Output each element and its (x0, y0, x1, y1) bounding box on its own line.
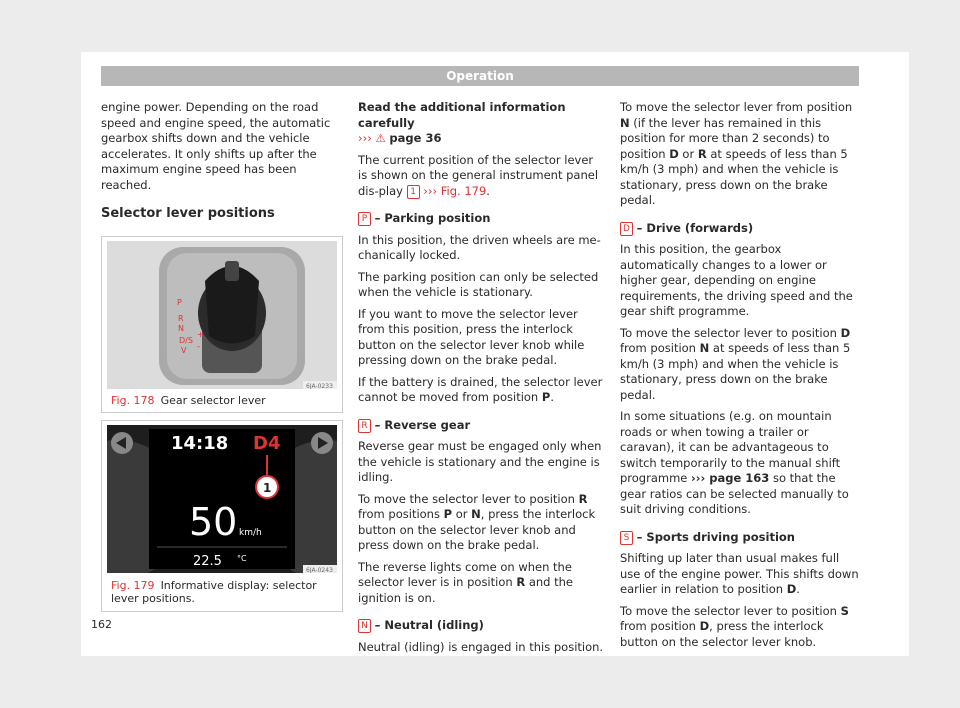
figure-label: Fig. 178 (111, 394, 155, 407)
read-info-title: Read the additional information carefully (358, 100, 566, 130)
paragraph: In this position, the gearbox automatically changes to a lower or higher gear, depending on engine requirements, the driving speed and the gear shift programme. (620, 242, 853, 318)
figure-caption-text: Gear selector lever (160, 394, 266, 407)
gear-letter-r: R (178, 314, 184, 323)
page-header: Operation (101, 66, 859, 86)
paragraph (358, 375, 604, 406)
position-badge: R (358, 419, 371, 433)
text: P (443, 507, 453, 521)
text: at speeds of less than 5 km/h (3 mph) and when the vehicle is stationary, press down on the brake pedal. (620, 146, 848, 207)
warning-book-icon: ⚠ (375, 131, 386, 145)
text: P (541, 390, 551, 404)
section-title: Selector lever positions (101, 206, 275, 221)
figure-caption (111, 394, 266, 407)
text: If the battery is drained, the selector lever cannot be moved from position (358, 374, 603, 404)
text: or (682, 146, 695, 161)
position-badge: D (620, 222, 633, 236)
paragraph: In this position, the driven wheels are me-chanically locked. (358, 232, 601, 262)
gear-letter-v: V (181, 346, 187, 355)
text: N (699, 341, 710, 355)
position-title: – Parking position (374, 211, 491, 225)
display-gear: D4 (253, 433, 281, 454)
figure-label: Fig. 179 (111, 579, 155, 592)
callout-badge: 1 (407, 185, 420, 199)
display-time: 14:18 (171, 433, 229, 454)
text: so that the gear ratios can be selected manually to suit driving conditions. (620, 471, 849, 516)
read-info-arrow: ››› (358, 131, 372, 145)
text: D (840, 325, 851, 340)
text: from position (620, 341, 696, 355)
column-1 (101, 100, 341, 199)
text: . (486, 183, 490, 198)
page-number: 162 (91, 618, 112, 631)
position-badge: N (358, 619, 371, 633)
position-title: – Neutral (idling) (374, 618, 484, 632)
paragraph (620, 551, 862, 598)
position-title: – Reverse gear (374, 417, 471, 432)
text: The reverse lights come on when the selector lever is in position (358, 559, 572, 589)
gear-letter-p: P (177, 298, 182, 307)
figure-caption-text: Informative display: selector lever positions. (111, 579, 317, 605)
paragraph: The parking position can only be selected when the vehicle is stationary. (358, 269, 599, 299)
text: . (550, 390, 554, 404)
text: . (796, 582, 800, 596)
position-title: – Sports driving position (636, 529, 795, 544)
text: S (840, 603, 849, 618)
column-2 (358, 100, 604, 661)
text: from positions (358, 507, 440, 521)
gear-selector-illustration (107, 241, 337, 389)
gear-letter-ds: D/S (179, 336, 193, 345)
text: D (699, 619, 710, 633)
display-speed-unit: km/h (239, 528, 262, 538)
paragraph (358, 153, 604, 200)
gear-letter-n: N (178, 324, 184, 333)
text: or (455, 507, 468, 521)
column-3 (620, 100, 862, 656)
figure-code: 6JA-0243 (306, 567, 333, 573)
text: from position (620, 619, 696, 633)
position-heading-d (620, 221, 862, 237)
text: In some situations (e.g. on mountain roads or when towing a trailer or caravan), it can be advantageous to switch temporarily to the manual shift programme (620, 409, 841, 485)
figure-link[interactable]: ››› Fig. 179 (423, 183, 487, 198)
text: (if the lever has remained in this position for more than 2 seconds) to position (620, 115, 830, 161)
gear-plus: + (197, 330, 204, 339)
text: To move the selector lever to position (620, 325, 837, 340)
position-heading-n (358, 618, 604, 634)
paragraph: Reverse gear must be engaged only when the vehicle is stationary and the engine is idling. (358, 439, 602, 484)
text: N (471, 507, 481, 521)
paragraph (358, 560, 604, 607)
intro-paragraph: engine power. Depending on the road speed and engine speed, the automatic gearbox shifts down and the vehicle accelerates. It only shifts up after the maximum engine speed has been reached. (101, 100, 331, 192)
display-speed: 50 (189, 500, 238, 544)
display-temp: 22.5 (193, 554, 222, 569)
text: To move the selector lever to position (358, 491, 575, 506)
instrument-display-illustration (107, 425, 337, 573)
display-callout: 1 (263, 481, 272, 495)
position-title: – Drive (forwards) (636, 220, 754, 235)
position-heading-r (358, 418, 604, 434)
position-heading-s (620, 530, 862, 546)
paragraph (620, 409, 862, 518)
position-heading-p (358, 211, 604, 227)
text: R (697, 146, 707, 161)
text: , press the interlock button on the selector lever knob. (620, 619, 824, 649)
page-link[interactable]: ››› page 163 (691, 471, 770, 485)
paragraph: If you want to move the selector lever from this position, press the interlock button on the selector lever knob while pressing down on the brake pedal. (358, 306, 585, 367)
position-badge: P (358, 212, 371, 226)
display-temp-unit: °C (237, 554, 247, 563)
paragraph (620, 326, 862, 404)
paragraph (358, 492, 604, 554)
text: and the ignition is on. (358, 575, 573, 605)
read-info (358, 100, 604, 147)
text: To move the selector lever from position (620, 100, 853, 114)
text: D (786, 582, 797, 596)
text: , press the interlock button on the selector lever knob and press down on the brake pedal. (358, 507, 596, 552)
paragraph (620, 100, 862, 209)
position-badge: S (620, 531, 633, 545)
text: Shifting up later than usual makes full use of the engine power. This shifts down earlier in relation to position (620, 551, 859, 596)
text: The current position of the selector lever is shown on the general instrument panel dis-play (358, 152, 599, 198)
gear-minus: - (197, 342, 200, 351)
figure-code: 6JA-0233 (306, 383, 333, 389)
text: D (669, 146, 679, 161)
text: N (620, 115, 630, 130)
text: To move the selector lever to position (620, 603, 837, 618)
figure-178 (101, 236, 343, 413)
text: R (578, 491, 588, 506)
figure-179 (101, 420, 343, 612)
paragraph: Neutral (idling) is engaged in this position. (358, 639, 604, 654)
text: R (516, 575, 526, 589)
paragraph (620, 604, 862, 651)
read-info-page-link[interactable]: page 36 (389, 131, 442, 145)
figure-caption (111, 579, 335, 605)
text: at speeds of less than 5 km/h (3 mph) and when the vehicle is stationary, press down on the brake pedal. (620, 341, 851, 402)
